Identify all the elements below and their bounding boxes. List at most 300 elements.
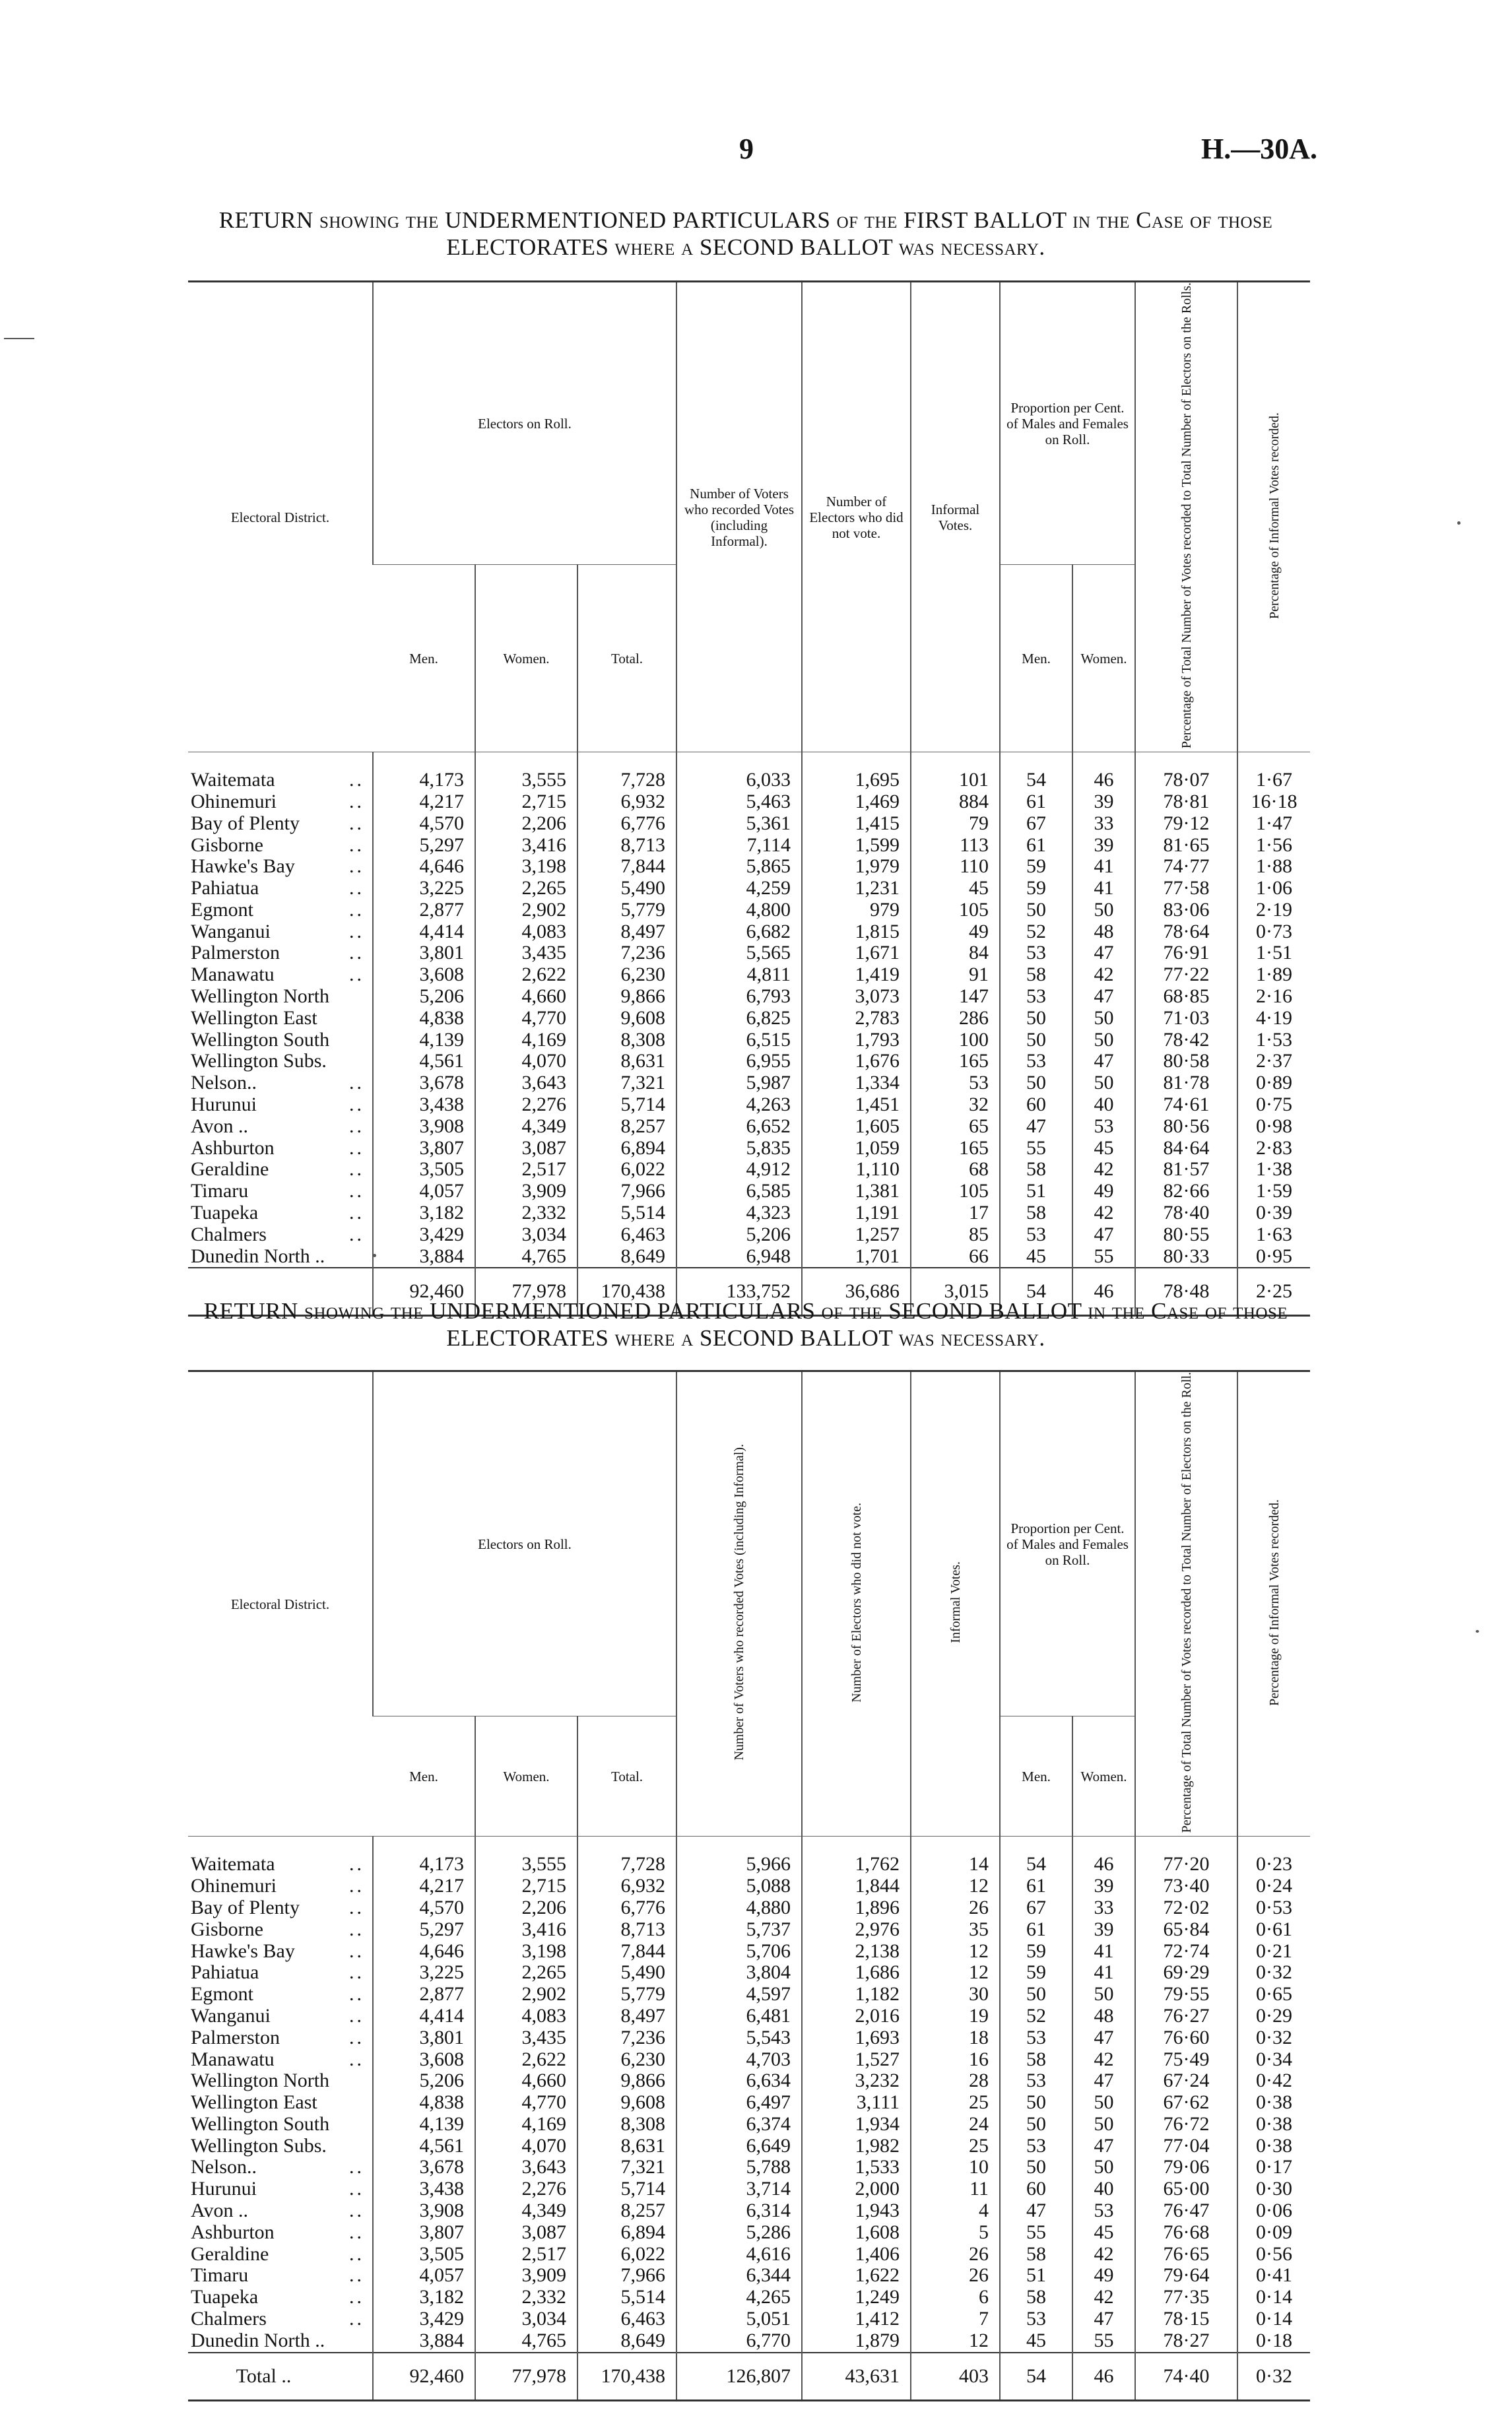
men-cell: 3,182 [373,2287,475,2308]
total-cell: 6,932 [577,1876,676,1897]
total-row [188,2353,1310,2401]
pct-informal-cell: 0·39 [1237,1202,1310,1224]
pct-total-cell: 84·64 [1135,1138,1237,1159]
did-not-vote-cell: 1,671 [802,942,911,964]
total-cell: 6,022 [577,1159,676,1181]
leader-dots: .. [349,2005,364,2027]
leader-dots: .. [349,1853,364,1876]
men-cell: 3,438 [373,2178,475,2200]
district-name: Wellington Subs. [191,1051,327,1072]
vertical-header-text: Number of Electors who did not vote. [849,1502,864,1703]
voters-cell: 4,912 [676,1159,802,1181]
table-row [188,921,1310,943]
women-cell: 3,555 [475,752,577,791]
total-cell: 6,894 [577,2222,676,2244]
women-cell: 4,765 [475,2330,577,2353]
total-cell: 7,844 [577,856,676,878]
prop-women-cell: 45 [1072,2222,1135,2244]
women-cell: 3,909 [475,2265,577,2287]
prop-women-cell: 39 [1072,791,1135,813]
prop-women-cell: 47 [1072,2070,1135,2092]
pct-informal-cell: 0·41 [1237,2265,1310,2287]
informal-cell: 113 [911,835,1000,857]
prop-women-cell: 42 [1072,1202,1135,1224]
table-row [188,942,1310,964]
pct-informal-cell: 4·19 [1237,1008,1310,1029]
pct-total-cell: 79·12 [1135,813,1237,835]
total-cell: 7,321 [577,2157,676,2178]
voters-cell: 6,634 [676,2070,802,2092]
table-row [188,2178,1310,2200]
table-row [188,2006,1310,2027]
total-cell: 5,779 [577,899,676,921]
pct-total-cell: 67·62 [1135,2092,1237,2114]
pct-total-cell: 78·07 [1135,752,1237,791]
informal-cell: 49 [911,921,1000,943]
table-title-first-ballot [178,207,1313,261]
header-pct-total [1135,1371,1237,1837]
informal-cell: 11 [911,2178,1000,2200]
prop-men-cell: 55 [1000,1138,1072,1159]
women-cell: 2,517 [475,2244,577,2266]
men-cell: 3,807 [373,2222,475,2244]
district-name: Ohinemuri [191,791,277,812]
prop-women-cell: 50 [1072,1008,1135,1029]
prop-women-cell: 48 [1072,921,1135,943]
pct-informal-cell: 1·89 [1237,964,1310,986]
men-cell: 4,646 [373,1941,475,1963]
pct-informal-cell: 0·32 [1237,2027,1310,2049]
district-cell [188,921,373,943]
prop-men-cell: 58 [1000,964,1072,986]
informal-cell: 68 [911,1159,1000,1181]
voters-cell: 5,361 [676,813,802,835]
total-women-cell: 77,978 [475,1268,577,1316]
pct-total-cell: 81·57 [1135,1159,1237,1181]
women-cell: 2,276 [475,1094,577,1116]
men-cell: 3,505 [373,2244,475,2266]
header-total: Total. [577,1716,676,1837]
women-cell: 2,206 [475,813,577,835]
voters-cell: 6,948 [676,1246,802,1268]
district-cell [188,1072,373,1094]
total-cell: 8,497 [577,2006,676,2027]
pct-total-cell: 78·40 [1135,1202,1237,1224]
header-district: Electoral District. [188,1371,373,1837]
informal-cell: 105 [911,1181,1000,1202]
informal-cell: 91 [911,964,1000,986]
women-cell: 3,643 [475,2157,577,2178]
men-cell: 4,838 [373,2092,475,2114]
pct-informal-cell: 16·18 [1237,791,1310,813]
informal-cell: 16 [911,2049,1000,2071]
pct-total-cell: 73·40 [1135,1876,1237,1897]
prop-men-cell: 61 [1000,1876,1072,1897]
prop-women-cell: 50 [1072,2114,1135,2136]
vertical-header-text: Percentage of Total Number of Votes recorded to Total Number of Electors on the Rolls. [1179,282,1194,749]
did-not-vote-cell: 3,111 [802,2092,911,2114]
leader-dots: .. [349,834,364,856]
leader-dots: .. [349,1115,364,1137]
did-not-vote-cell: 2,000 [802,2178,911,2200]
district-name: Nelson.. [191,2157,257,2178]
prop-men-cell: 50 [1000,1008,1072,1029]
pct-informal-cell: 0·29 [1237,2006,1310,2027]
informal-cell: 26 [911,2244,1000,2266]
leader-dots: .. [349,1159,364,1181]
total-cell: 8,631 [577,1051,676,1072]
header-did-not-vote [802,1371,911,1837]
district-name: Wellington Subs. [191,2135,327,2157]
prop-women-cell: 41 [1072,1941,1135,1963]
pct-informal-cell: 0·53 [1237,1897,1310,1919]
pct-total-cell: 80·33 [1135,1246,1237,1268]
table-row [188,1138,1310,1159]
leader-dots: .. [349,1094,364,1116]
men-cell: 4,561 [373,2136,475,2157]
pct-total-cell: 80·58 [1135,1051,1237,1072]
informal-cell: 65 [911,1116,1000,1138]
did-not-vote-cell: 2,138 [802,1941,911,1963]
total-prop-women-cell: 46 [1072,2353,1135,2401]
women-cell: 2,622 [475,2049,577,2071]
voters-cell: 5,051 [676,2308,802,2330]
pct-total-cell: 79·55 [1135,1984,1237,2006]
pct-total-cell: 69·29 [1135,1962,1237,1984]
prop-men-cell: 50 [1000,899,1072,921]
did-not-vote-cell: 1,695 [802,752,911,791]
pct-total-cell: 76·27 [1135,2006,1237,2027]
table-row [188,1876,1310,1897]
total-label-cell [188,2353,373,2401]
voters-cell: 5,987 [676,1072,802,1094]
leader-dots: .. [349,791,364,812]
leader-dots: .. [349,1897,364,1918]
header-proportion: Proportion per Cent. of Males and Females on Roll. [1000,282,1135,565]
did-not-vote-cell: 1,605 [802,1116,911,1138]
scan-speck [1457,521,1461,525]
prop-women-cell: 40 [1072,2178,1135,2200]
table-row [188,1008,1310,1029]
prop-men-cell: 59 [1000,878,1072,899]
pct-total-cell: 71·03 [1135,1008,1237,1029]
prop-men-cell: 59 [1000,856,1072,878]
did-not-vote-cell: 1,415 [802,813,911,835]
did-not-vote-cell: 1,979 [802,856,911,878]
women-cell: 4,770 [475,1008,577,1029]
pct-informal-cell: 0·73 [1237,921,1310,943]
prop-women-cell: 42 [1072,2244,1135,2266]
document-reference: H.—30A. [1201,133,1317,165]
total-label: Total .. [236,2365,292,2387]
district-cell [188,1008,373,1029]
pct-informal-cell: 2·19 [1237,899,1310,921]
vertical-header-text: Percentage of Total Number of Votes recorded to Total Number of Electors on the Roll. [1179,1372,1194,1833]
prop-men-cell: 50 [1000,2092,1072,2114]
informal-cell: 147 [911,986,1000,1008]
table-row [188,899,1310,921]
pct-informal-cell: 0·38 [1237,2092,1310,2114]
pct-total-cell: 79·64 [1135,2265,1237,2287]
prop-men-cell: 67 [1000,1897,1072,1919]
men-cell: 3,429 [373,1224,475,1246]
informal-cell: 28 [911,2070,1000,2092]
pct-total-cell: 78·42 [1135,1029,1237,1051]
prop-men-cell: 51 [1000,2265,1072,2287]
did-not-vote-cell: 1,231 [802,878,911,899]
header-men: Men. [373,565,475,752]
prop-men-cell: 58 [1000,1202,1072,1224]
table-row [188,2287,1310,2308]
voters-cell: 6,825 [676,1008,802,1029]
informal-cell: 165 [911,1051,1000,1072]
district-cell [188,2308,373,2330]
pct-total-cell: 81·65 [1135,835,1237,857]
pct-informal-cell: 0·34 [1237,2049,1310,2071]
district-name: Dunedin North .. [191,1245,325,1267]
leader-dots: .. [349,1072,364,1094]
did-not-vote-cell: 1,815 [802,921,911,943]
pct-informal-cell: 0·89 [1237,1072,1310,1094]
men-cell: 4,561 [373,1051,475,1072]
leader-dots: .. [349,1918,364,1940]
district-name: Wellington North [191,986,330,1008]
table-row [188,1897,1310,1919]
prop-women-cell: 47 [1072,2027,1135,2049]
total-cell: 7,844 [577,1941,676,1963]
prop-women-cell: 39 [1072,1919,1135,1941]
men-cell: 4,414 [373,2006,475,2027]
header-prop-men: Men. [1000,565,1072,752]
informal-cell: 100 [911,1029,1000,1051]
informal-cell: 7 [911,2308,1000,2330]
informal-cell: 10 [911,2157,1000,2178]
header-prop-women: Women. [1072,1716,1135,1837]
total-cell: 9,866 [577,986,676,1008]
district-cell [188,2027,373,2049]
men-cell: 5,297 [373,1919,475,1941]
pct-total-cell: 77·20 [1135,1837,1237,1876]
men-cell: 2,877 [373,1984,475,2006]
prop-women-cell: 53 [1072,1116,1135,1138]
prop-men-cell: 53 [1000,2136,1072,2157]
did-not-vote-cell: 1,059 [802,1138,911,1159]
district-cell [188,964,373,986]
total-total-cell: 170,438 [577,1268,676,1316]
total-prop-men-cell: 54 [1000,2353,1072,2401]
district-name: Pahiatua [191,1962,259,1984]
pct-total-cell: 76·68 [1135,2222,1237,2244]
voters-cell: 5,565 [676,942,802,964]
prop-women-cell: 50 [1072,1984,1135,2006]
pct-informal-cell: 1·63 [1237,1224,1310,1246]
informal-cell: 35 [911,1919,1000,1941]
pct-total-cell: 76·60 [1135,2027,1237,2049]
voters-cell: 5,788 [676,2157,802,2178]
total-cell: 5,779 [577,1984,676,2006]
district-name: Chalmers [191,2308,267,2330]
voters-cell: 6,652 [676,1116,802,1138]
men-cell: 4,570 [373,1897,475,1919]
total-cell: 6,932 [577,791,676,813]
leader-dots: .. [349,2027,364,2048]
women-cell: 4,169 [475,2114,577,2136]
did-not-vote-cell: 1,693 [802,2027,911,2049]
men-cell: 4,217 [373,1876,475,1897]
total-cell: 8,257 [577,1116,676,1138]
district-name: Bay of Plenty [191,1897,300,1918]
leader-dots: .. [349,1224,364,1245]
informal-cell: 19 [911,2006,1000,2027]
voters-cell: 5,865 [676,856,802,878]
pct-total-cell: 68·85 [1135,986,1237,1008]
district-cell [188,752,373,791]
district-cell [188,2157,373,2178]
pct-total-cell: 82·66 [1135,1181,1237,1202]
district-cell [188,1094,373,1116]
pct-total-cell: 72·74 [1135,1941,1237,1963]
total-cell: 5,714 [577,2178,676,2200]
voters-cell: 6,649 [676,2136,802,2157]
men-cell: 4,646 [373,856,475,878]
prop-women-cell: 42 [1072,1159,1135,1181]
total-cell: 5,714 [577,1094,676,1116]
total-informal-cell: 403 [911,2353,1000,2401]
prop-men-cell: 58 [1000,2287,1072,2308]
prop-men-cell: 61 [1000,835,1072,857]
informal-cell: 110 [911,856,1000,878]
men-cell: 3,225 [373,1962,475,1984]
did-not-vote-cell: 1,701 [802,1246,911,1268]
men-cell: 3,908 [373,1116,475,1138]
pct-informal-cell: 0·61 [1237,1919,1310,1941]
voters-cell: 5,737 [676,1919,802,1941]
pct-informal-cell: 1·67 [1237,752,1310,791]
women-cell: 2,715 [475,791,577,813]
women-cell: 3,034 [475,2308,577,2330]
prop-men-cell: 50 [1000,1072,1072,1094]
district-name: Ohinemuri [191,1876,277,1897]
men-cell: 3,505 [373,1159,475,1181]
women-cell: 4,070 [475,1051,577,1072]
total-men-cell: 92,460 [373,1268,475,1316]
leader-dots: .. [349,1876,364,1897]
women-cell: 2,332 [475,1202,577,1224]
prop-men-cell: 51 [1000,1181,1072,1202]
total-cell: 8,497 [577,921,676,943]
informal-cell: 12 [911,1876,1000,1897]
women-cell: 2,276 [475,2178,577,2200]
prop-women-cell: 50 [1072,2092,1135,2114]
men-cell: 4,414 [373,921,475,943]
did-not-vote-cell: 2,783 [802,1008,911,1029]
district-cell [188,2178,373,2200]
voters-cell: 5,543 [676,2027,802,2049]
pct-total-cell: 80·55 [1135,1224,1237,1246]
district-cell [188,899,373,921]
pct-informal-cell: 1·53 [1237,1029,1310,1051]
district-name: Ashburton [191,1137,275,1159]
prop-women-cell: 39 [1072,835,1135,857]
pct-total-cell: 78·64 [1135,921,1237,943]
did-not-vote-cell: 1,110 [802,1159,911,1181]
district-cell [188,2070,373,2092]
prop-women-cell: 55 [1072,2330,1135,2353]
district-name: Ashburton [191,2221,275,2243]
did-not-vote-cell: 1,191 [802,1202,911,1224]
leader-dots: .. [349,2200,364,2222]
header-voters: Number of Voters who recorded Votes (including Informal). [676,282,802,752]
table-row [188,1837,1310,1876]
prop-men-cell: 67 [1000,813,1072,835]
total-cell: 8,649 [577,1246,676,1268]
pct-informal-cell: 0·65 [1237,1984,1310,2006]
table-row [188,856,1310,878]
voters-cell: 4,323 [676,1202,802,1224]
women-cell: 2,332 [475,2287,577,2308]
women-cell: 4,349 [475,1116,577,1138]
men-cell: 3,182 [373,1202,475,1224]
prop-women-cell: 41 [1072,878,1135,899]
pct-informal-cell: 0·42 [1237,2070,1310,2092]
men-cell: 5,206 [373,2070,475,2092]
prop-women-cell: 47 [1072,942,1135,964]
women-cell: 2,902 [475,899,577,921]
header-prop-women: Women. [1072,565,1135,752]
voters-cell: 5,088 [676,1876,802,1897]
total-pct-total-cell: 78·48 [1135,1268,1237,1316]
women-cell: 2,715 [475,1876,577,1897]
district-cell [188,2265,373,2287]
prop-women-cell: 42 [1072,2049,1135,2071]
district-name: Nelson.. [191,1072,257,1094]
prop-women-cell: 47 [1072,1224,1135,1246]
voters-cell: 7,114 [676,835,802,857]
men-cell: 3,429 [373,2308,475,2330]
pct-total-cell: 65·84 [1135,1919,1237,1941]
prop-men-cell: 45 [1000,1246,1072,1268]
voters-cell: 6,955 [676,1051,802,1072]
scan-speck [1476,1630,1479,1633]
prop-men-cell: 52 [1000,2006,1072,2027]
total-cell: 6,230 [577,964,676,986]
prop-women-cell: 33 [1072,813,1135,835]
leader-dots: .. [349,856,364,878]
women-cell: 3,087 [475,2222,577,2244]
pct-total-cell: 76·72 [1135,2114,1237,2136]
scan-mark [4,338,34,339]
district-cell [188,1837,373,1876]
district-cell [188,1202,373,1224]
table-row [188,1051,1310,1072]
table-title-second-ballot [178,1297,1313,1352]
prop-women-cell: 42 [1072,964,1135,986]
header-proportion: Proportion per Cent. of Males and Females on Roll. [1000,1371,1135,1716]
informal-cell: 6 [911,2287,1000,2308]
informal-cell: 45 [911,878,1000,899]
did-not-vote-cell: 3,073 [802,986,911,1008]
district-name: Hurunui [191,1094,257,1116]
voters-cell: 4,597 [676,1984,802,2006]
women-cell: 4,169 [475,1029,577,1051]
district-cell [188,1116,373,1138]
pct-total-cell: 76·47 [1135,2200,1237,2222]
prop-men-cell: 53 [1000,986,1072,1008]
total-cell: 8,713 [577,835,676,857]
district-name: Gisborne [191,834,263,856]
prop-men-cell: 50 [1000,1984,1072,2006]
district-name: Avon .. [191,1115,248,1137]
